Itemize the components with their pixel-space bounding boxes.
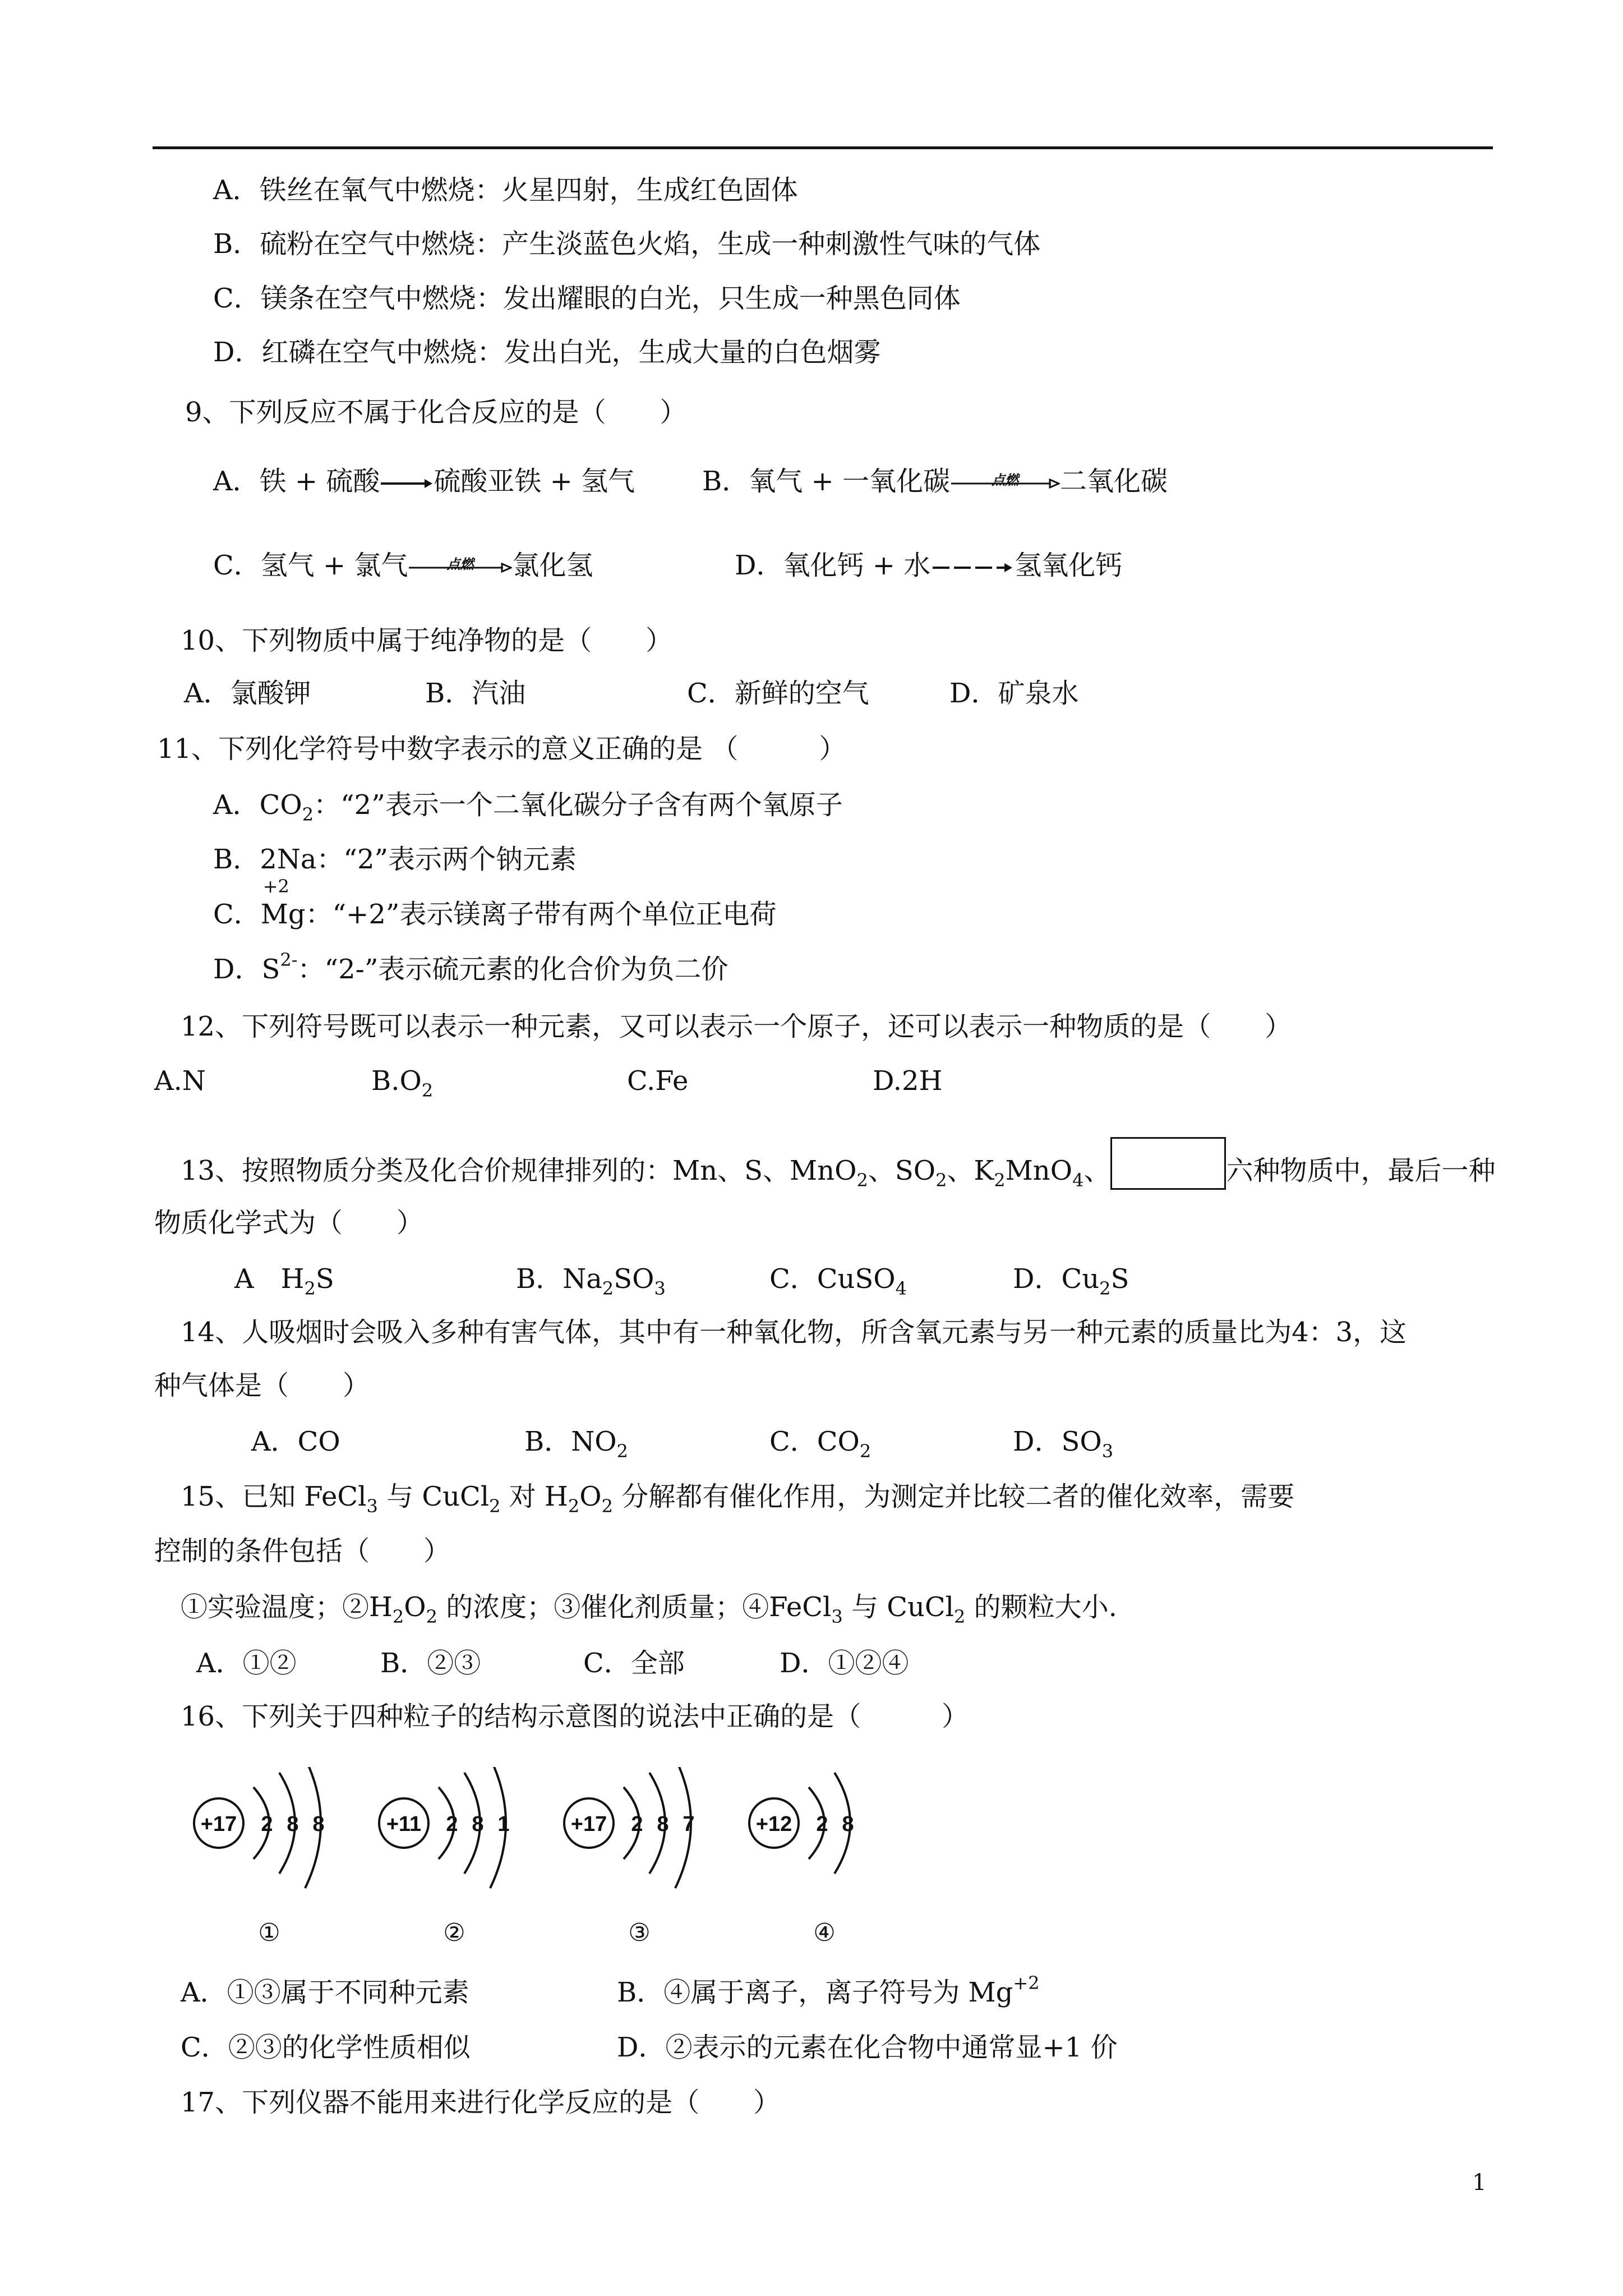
atom-diagram-3: [564, 1767, 695, 1947]
nucleus-charge: +17: [570, 1812, 607, 1836]
q11-option-a: A．$CO_2$：“2”表示一个二氧化碳分子含有两个氧原子: [213, 789, 843, 825]
q15-option-d: D．①②④: [780, 1648, 909, 1679]
shell-electron-count: 2: [816, 1812, 828, 1836]
q11-option-b: B．2Na：“2”表示两个钠元素: [213, 844, 577, 875]
q13-stem: 13、按照物质分类及化合价规律排列的：Mn、S、MnO$_2$、$SO_2$、$K_2MnO_4$、 六种物质中，最后一种: [181, 1137, 1495, 1190]
q13-stem-line2: 物质化学式为（ ）: [154, 1207, 424, 1239]
q13-option-b: B．$Na_2SO_3$: [516, 1263, 666, 1299]
atomic-structure-diagrams: [185, 1767, 914, 1947]
reaction-arrow: [930, 562, 1015, 573]
q12-stem: 12、下列符号既可以表示一种元素，又可以表示一个原子，还可以表示一种物质的是（ ）: [181, 1011, 1292, 1042]
q10-option-c: C．新鲜的空气: [687, 678, 869, 709]
q8-option-c: C．镁条在空气中燃烧：发出耀眼的白光，只生成一种黑色同体: [213, 283, 961, 314]
q9-stem: 9、下列反应不属于化合反应的是（ ）: [185, 397, 687, 428]
q14-option-a: A．CO: [251, 1426, 340, 1457]
header-rule: [153, 146, 1493, 149]
atom-diagram-4: [749, 1773, 854, 1947]
ignition-condition: 点燃: [446, 555, 474, 572]
q13-option-a: A $H_2S$: [234, 1263, 334, 1299]
q13-option-d: D．$Cu_2S$: [1013, 1263, 1129, 1299]
nucleus-charge: +12: [755, 1812, 792, 1836]
q8-option-b: B．硫粉在空气中燃烧：产生淡蓝色火焰，生成一种刺激性气味的气体: [213, 228, 1041, 260]
q9-option-b: B．氧气 + 一氧化碳 点燃 二氧化碳: [702, 464, 1168, 498]
q14-option-c: C．$CO_2$: [769, 1426, 872, 1462]
q12-option-b: $B.O_2$: [371, 1065, 434, 1101]
atom-diagram-1: [194, 1767, 325, 1947]
q9-option-c: C．氢气 + 氯气 点燃 氯化氢: [213, 549, 593, 582]
shell-electron-count: 8: [312, 1812, 325, 1836]
shell-electron-count: 8: [287, 1812, 299, 1836]
q15-option-b: B．②③: [380, 1648, 481, 1679]
q16-option-a: A．①③属于不同种元素: [181, 1977, 469, 2008]
q15-stem-line2: 控制的条件包括（ ）: [154, 1535, 451, 1567]
q14-stem-line2: 种气体是（ ）: [154, 1370, 370, 1401]
q10-stem: 10、下列物质中属于纯净物的是（ ）: [181, 625, 673, 656]
q15-stem: 15、已知 FeCl$_3$ 与 CuCl$_2$ 对 $H_2O_2$ 分解都有催化作用，为测定并比较二者的催化效率，需要: [181, 1481, 1295, 1517]
q12-option-a: A.N: [154, 1065, 206, 1097]
q11-stem: 11、下列化学符号中数字表示的意义正确的是 （ ）: [157, 733, 846, 765]
page-number: 1: [1472, 2170, 1487, 2196]
ignition-arrow: [408, 555, 512, 573]
q12-option-d: D.2H: [873, 1065, 943, 1097]
diagram-label: ②: [443, 1918, 465, 1947]
reaction-arrow: [380, 478, 434, 489]
q10-option-d: D．矿泉水: [949, 678, 1079, 709]
shell-electron-count: 8: [657, 1812, 669, 1836]
shell-electron-count: 8: [842, 1812, 854, 1836]
diagram-label: ①: [258, 1918, 280, 1947]
q17-stem: 17、下列仪器不能用来进行化学反应的是（ ）: [181, 2087, 781, 2118]
answer-blank-box: [1110, 1137, 1226, 1190]
q16-option-d: D．②表示的元素在化合物中通常显+1 价: [617, 2032, 1118, 2063]
q8-option-d: D．红磷在空气中燃烧：发出白光，生成大量的白色烟雾: [213, 337, 881, 368]
nucleus-charge: +17: [200, 1812, 237, 1836]
ignition-condition: 点燃: [992, 471, 1019, 488]
shell-electron-count: 8: [472, 1812, 484, 1836]
shell-electron-count: 1: [497, 1812, 510, 1836]
q8-option-a: A．铁丝在氧气中燃烧：火星四射，生成红色固体: [213, 174, 798, 206]
q11-option-d: D．$S^{2-}$：“2-”表示硫元素的化合价为负二价: [213, 949, 728, 985]
q14-option-d: D．$SO_3$: [1013, 1426, 1114, 1462]
q15-option-a: A．①②: [196, 1648, 297, 1679]
q15-conditions: ①实验温度；$②H_2O_2$ 的浓度；③催化剂质量；④FeCl$_3$ 与 CuCl$_2$ 的颗粒大小.: [181, 1591, 1117, 1627]
shell-electron-count: 2: [446, 1812, 458, 1836]
q9-option-a: A．铁 + 硫酸 硫酸亚铁 + 氢气: [213, 466, 635, 497]
q16-stem: 16、下列关于四种粒子的结构示意图的说法中正确的是（ ）: [181, 1701, 969, 1732]
nucleus-charge: +11: [386, 1812, 422, 1836]
shell-electron-count: 2: [631, 1812, 643, 1836]
q9-option-d: D．氧化钙 + 水 氢氧化钙: [735, 550, 1123, 581]
q14-stem: 14、人吸烟时会吸入多种有害气体，其中有一种氧化物，所含氧元素与另一种元素的质量比为4：3，这: [181, 1317, 1407, 1348]
valence-mark: +2: [262, 876, 289, 897]
q16-option-c: C．②③的化学性质相似: [181, 2032, 471, 2063]
q10-option-a: A．氯酸钾: [184, 678, 311, 709]
q14-option-b: B．$NO_2$: [524, 1426, 628, 1462]
q15-option-c: C．全部: [583, 1648, 685, 1679]
q16-option-b: B．④属于离子，离子符号为 $Mg^{+2}$: [617, 1972, 1040, 2008]
ignition-arrow: [950, 471, 1060, 489]
atom-diagram-2: [379, 1767, 510, 1947]
q11-option-c: C． +2 Mg：“+2”表示镁离子带有两个单位正电荷: [213, 876, 777, 930]
diagram-label: ③: [628, 1918, 651, 1947]
q13-option-c: C．CuSO$_4$: [769, 1263, 907, 1299]
q10-option-b: B．汽油: [425, 678, 526, 709]
q12-option-c: C.Fe: [627, 1065, 689, 1097]
diagram-label: ④: [813, 1918, 836, 1947]
shell-electron-count: 7: [683, 1812, 695, 1836]
shell-electron-count: 2: [261, 1812, 273, 1836]
